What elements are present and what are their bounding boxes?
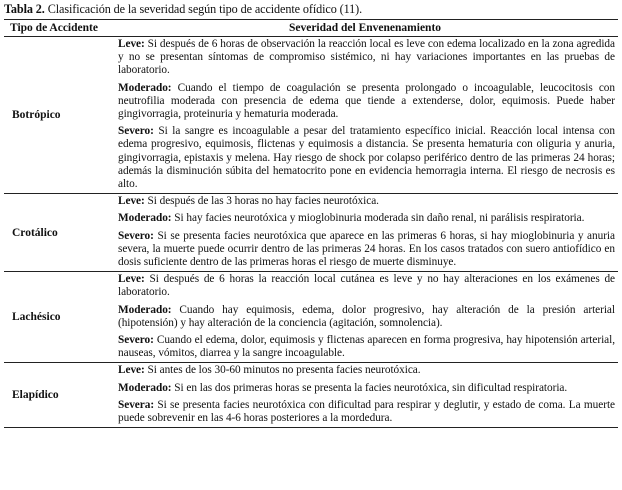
severity-entry	[118, 82, 615, 122]
caption-label: Tabla 2.	[4, 2, 45, 16]
header-severity: Severidad del Envenenamiento	[112, 20, 618, 37]
severity-entry	[118, 382, 615, 395]
table-body	[4, 37, 618, 428]
severity-entry	[118, 364, 615, 377]
severity-description-cell	[112, 194, 618, 272]
severity-level-label: Moderado:	[118, 212, 172, 225]
severity-level-text: Si después de 6 horas de observación la reacción local es leve con edema localizado en la zona agredida y no se presentan síntomas de compromiso sistémico, ni hay variaciones importantes en las pruebas de laboratorio.	[118, 38, 615, 77]
severity-level-label: Severo:	[118, 125, 154, 138]
severity-description-cell	[112, 37, 618, 194]
severity-level-label: Leve:	[118, 273, 145, 286]
severity-entry	[118, 125, 615, 191]
severity-description-cell	[112, 272, 618, 363]
severity-level-label: Moderado:	[118, 303, 172, 316]
table-row	[4, 194, 618, 272]
severity-entry	[118, 38, 615, 78]
severity-level-text: Cuando el tiempo de coagulación se presenta prolongado o incoagulable, leucocitosis con neutrofilia moderada con presencia de edema que tiende a extenderse, dolor, equimosis. Puede haber gingivorragia, proteinuria y hematuria moderada.	[118, 81, 615, 121]
severity-level-label: Moderado:	[118, 81, 172, 94]
table-row	[4, 37, 618, 194]
header-row	[4, 20, 618, 37]
severity-entry	[118, 399, 615, 425]
caption-text: Clasificación de la severidad según tipo de accidente ofídico (11).	[47, 2, 363, 16]
severity-level-text: Si en las dos primeras horas se presenta la facies neurotóxica, sin dificultad respiratoria.	[174, 381, 568, 394]
severity-entry	[118, 304, 615, 330]
severity-level-label: Severo:	[118, 229, 154, 242]
severity-level-label: Severo:	[118, 334, 154, 347]
severity-entry	[118, 230, 615, 270]
severity-entry	[118, 334, 615, 360]
accident-type-cell: Elapídico	[4, 363, 112, 428]
table-caption	[4, 2, 618, 17]
severity-level-label: Leve:	[118, 195, 145, 208]
table-row	[4, 363, 618, 428]
severity-description-cell	[112, 363, 618, 428]
severity-entry	[118, 273, 615, 299]
severity-level-text: Si hay facies neurotóxica y mioglobinuria moderada sin daño renal, ni parálisis respiratoria.	[174, 212, 585, 225]
severity-level-text: Si la sangre es incoagulable a pesar del tratamiento específico inicial. Reacción local intensa con edema progresivo, equimosis, flictenas y equimosis a distancia. Se presenta hematuria con oliguria y anuria, gingivorragia, epistaxis y melena. Hay riesgo de shock por colapso periférico dentro de las primeras 24 horas; además la disminución súbita del hematocrito pone en evidencia hemorragia interna. El riesgo de necrosis es alto.	[118, 125, 615, 191]
severity-level-label: Leve:	[118, 364, 145, 377]
severity-entry	[118, 195, 615, 208]
severity-level-text: Si después de las 3 horas no hay facies neurotóxica.	[147, 195, 379, 208]
severity-entry	[118, 212, 615, 225]
accident-type-cell: Botrópico	[4, 37, 112, 194]
severity-level-text: Si se presenta facies neurotóxica con dificultad para respirar y deglutir, y estado de coma. La muerte puede sobrevenir en las 4-6 horas posteriores a la mordedura.	[118, 398, 615, 425]
severity-level-label: Severa:	[118, 398, 155, 411]
severity-level-text: Si antes de los 30-60 minutos no presenta facies neurotóxica.	[147, 364, 421, 377]
accident-type-cell: Crotálico	[4, 194, 112, 272]
severity-table	[4, 19, 618, 428]
severity-level-text: Cuando hay equimosis, edema, dolor progresivo, hay alteración de la presión arterial (hipotensión) y hay alteración de la conciencia (agitación, somnolencia).	[118, 303, 615, 329]
severity-level-text: Si después de 6 horas la reacción local cutánea es leve y no hay alteraciones en los exámenes de laboratorio.	[118, 273, 616, 299]
severity-level-text: Si se presenta facies neurotóxica que aparece en las primeras 6 horas, si hay mioglobinuria y anuria severa, la muerte puede ocurrir dentro de las primeras 24 horas. En los casos tratados con suero antiofídico en dosis suficiente dentro de las primeras horas el riesgo de muerte disminuye.	[118, 229, 615, 269]
severity-level-label: Leve:	[118, 38, 145, 50]
header-accident-type: Tipo de Accidente	[4, 20, 112, 37]
severity-level-text: Cuando el edema, dolor, equimosis y flictenas aparecen en forma progresiva, hay hipotensión arterial, nauseas, vómitos, diarrea y la sangre incoagulable.	[118, 334, 615, 360]
accident-type-cell: Lachésico	[4, 272, 112, 363]
severity-level-label: Moderado:	[118, 381, 172, 394]
table-row	[4, 272, 618, 363]
